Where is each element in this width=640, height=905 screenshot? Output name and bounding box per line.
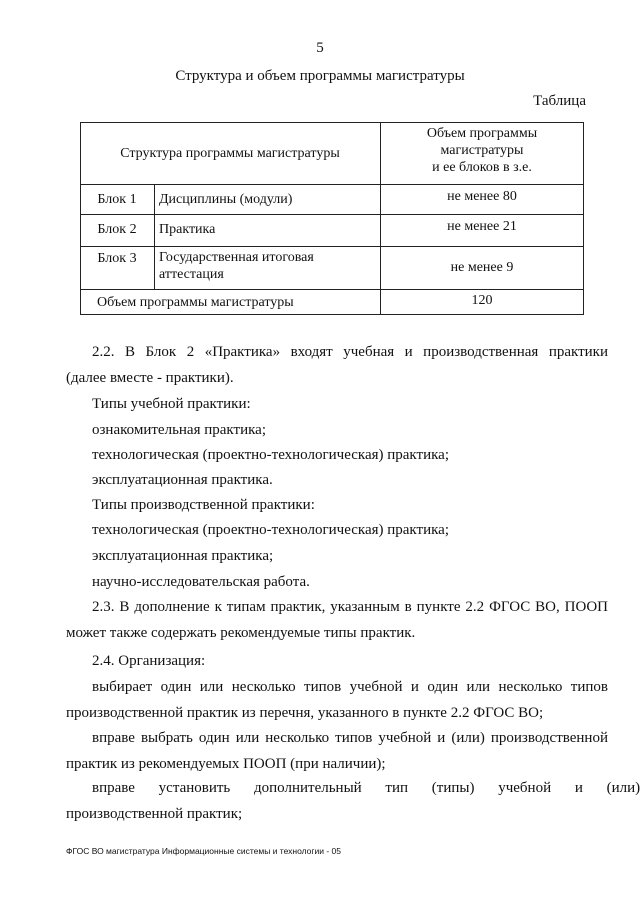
section-title: Структура и объем программы магистратуры bbox=[175, 68, 465, 84]
list-heading: Типы учебной практики: bbox=[92, 396, 251, 412]
paragraph-line: (далее вместе - практики). bbox=[66, 370, 234, 386]
table-rule bbox=[80, 289, 584, 290]
row-name: Дисциплины (модули) bbox=[159, 192, 293, 207]
row-block: Блок 1 bbox=[97, 192, 137, 207]
row-volume: не менее 9 bbox=[450, 260, 514, 275]
list-heading: Типы производственной практики: bbox=[92, 497, 315, 513]
table-rule bbox=[80, 214, 584, 215]
row-name: Практика bbox=[159, 222, 216, 237]
paragraph-line: практик из рекомендуемых ПООП (при наличии); bbox=[66, 756, 386, 772]
paragraph-line: производственной практик; bbox=[66, 806, 243, 822]
program-structure-table bbox=[80, 122, 584, 315]
paragraph-line: может также содержать рекомендуемые типы практик. bbox=[66, 625, 416, 641]
row-volume: не менее 80 bbox=[447, 189, 517, 204]
row-block: Блок 2 bbox=[97, 222, 137, 237]
table-label: Таблица bbox=[533, 93, 586, 109]
list-item: технологическая (проектно-технологическая) практика; bbox=[92, 522, 449, 538]
header-volume-line: магистратуры bbox=[440, 143, 524, 158]
page-footer: ФГОС ВО магистратура Информационные системы и технологии - 05 bbox=[66, 846, 342, 856]
paragraph-heading: 2.4. Организация: bbox=[92, 653, 206, 669]
row-block: Блок 3 bbox=[97, 251, 137, 266]
list-item: научно-исследовательская работа. bbox=[92, 574, 310, 590]
list-item: ознакомительная практика; bbox=[92, 422, 266, 438]
list-item: технологическая (проектно-технологическая) практика; bbox=[92, 447, 449, 463]
total-label: Объем программы магистратуры bbox=[97, 295, 294, 310]
header-volume-line: и ее блоков в з.е. bbox=[432, 160, 532, 175]
header-volume-line: Объем программы bbox=[426, 126, 538, 141]
row-name: Государственная итоговая bbox=[159, 250, 314, 265]
table-rule bbox=[80, 246, 584, 247]
list-item: эксплуатационная практика; bbox=[92, 548, 274, 564]
paragraph-line: производственной практик из перечня, указанного в пункте 2.2 ФГОС ВО; bbox=[66, 705, 544, 721]
page-number: 5 bbox=[316, 40, 324, 56]
total-value: 120 bbox=[471, 293, 493, 308]
paragraph-line: 2.3. В дополнение к типам практик, указанным в пункте 2.2 ФГОС ВО, ПООП bbox=[92, 599, 608, 615]
header-structure: Структура программы магистратуры bbox=[120, 146, 340, 161]
list-item: эксплуатационная практика. bbox=[92, 472, 273, 488]
paragraph-line: 2.2. В Блок 2 «Практика» входят учебная и производственная практики bbox=[92, 344, 608, 360]
paragraph-line: вправе выбрать один или несколько типов учебной и (или) производственной bbox=[92, 730, 608, 746]
row-volume: не менее 21 bbox=[447, 219, 517, 234]
paragraph-line: выбирает один или несколько типов учебной и один или несколько типов bbox=[92, 679, 608, 695]
row-name: аттестация bbox=[159, 267, 224, 282]
table-rule bbox=[80, 184, 584, 185]
paragraph-line: вправе установить дополнительный тип (типы) учебной и (или) bbox=[92, 780, 640, 796]
table-rule bbox=[154, 184, 155, 289]
